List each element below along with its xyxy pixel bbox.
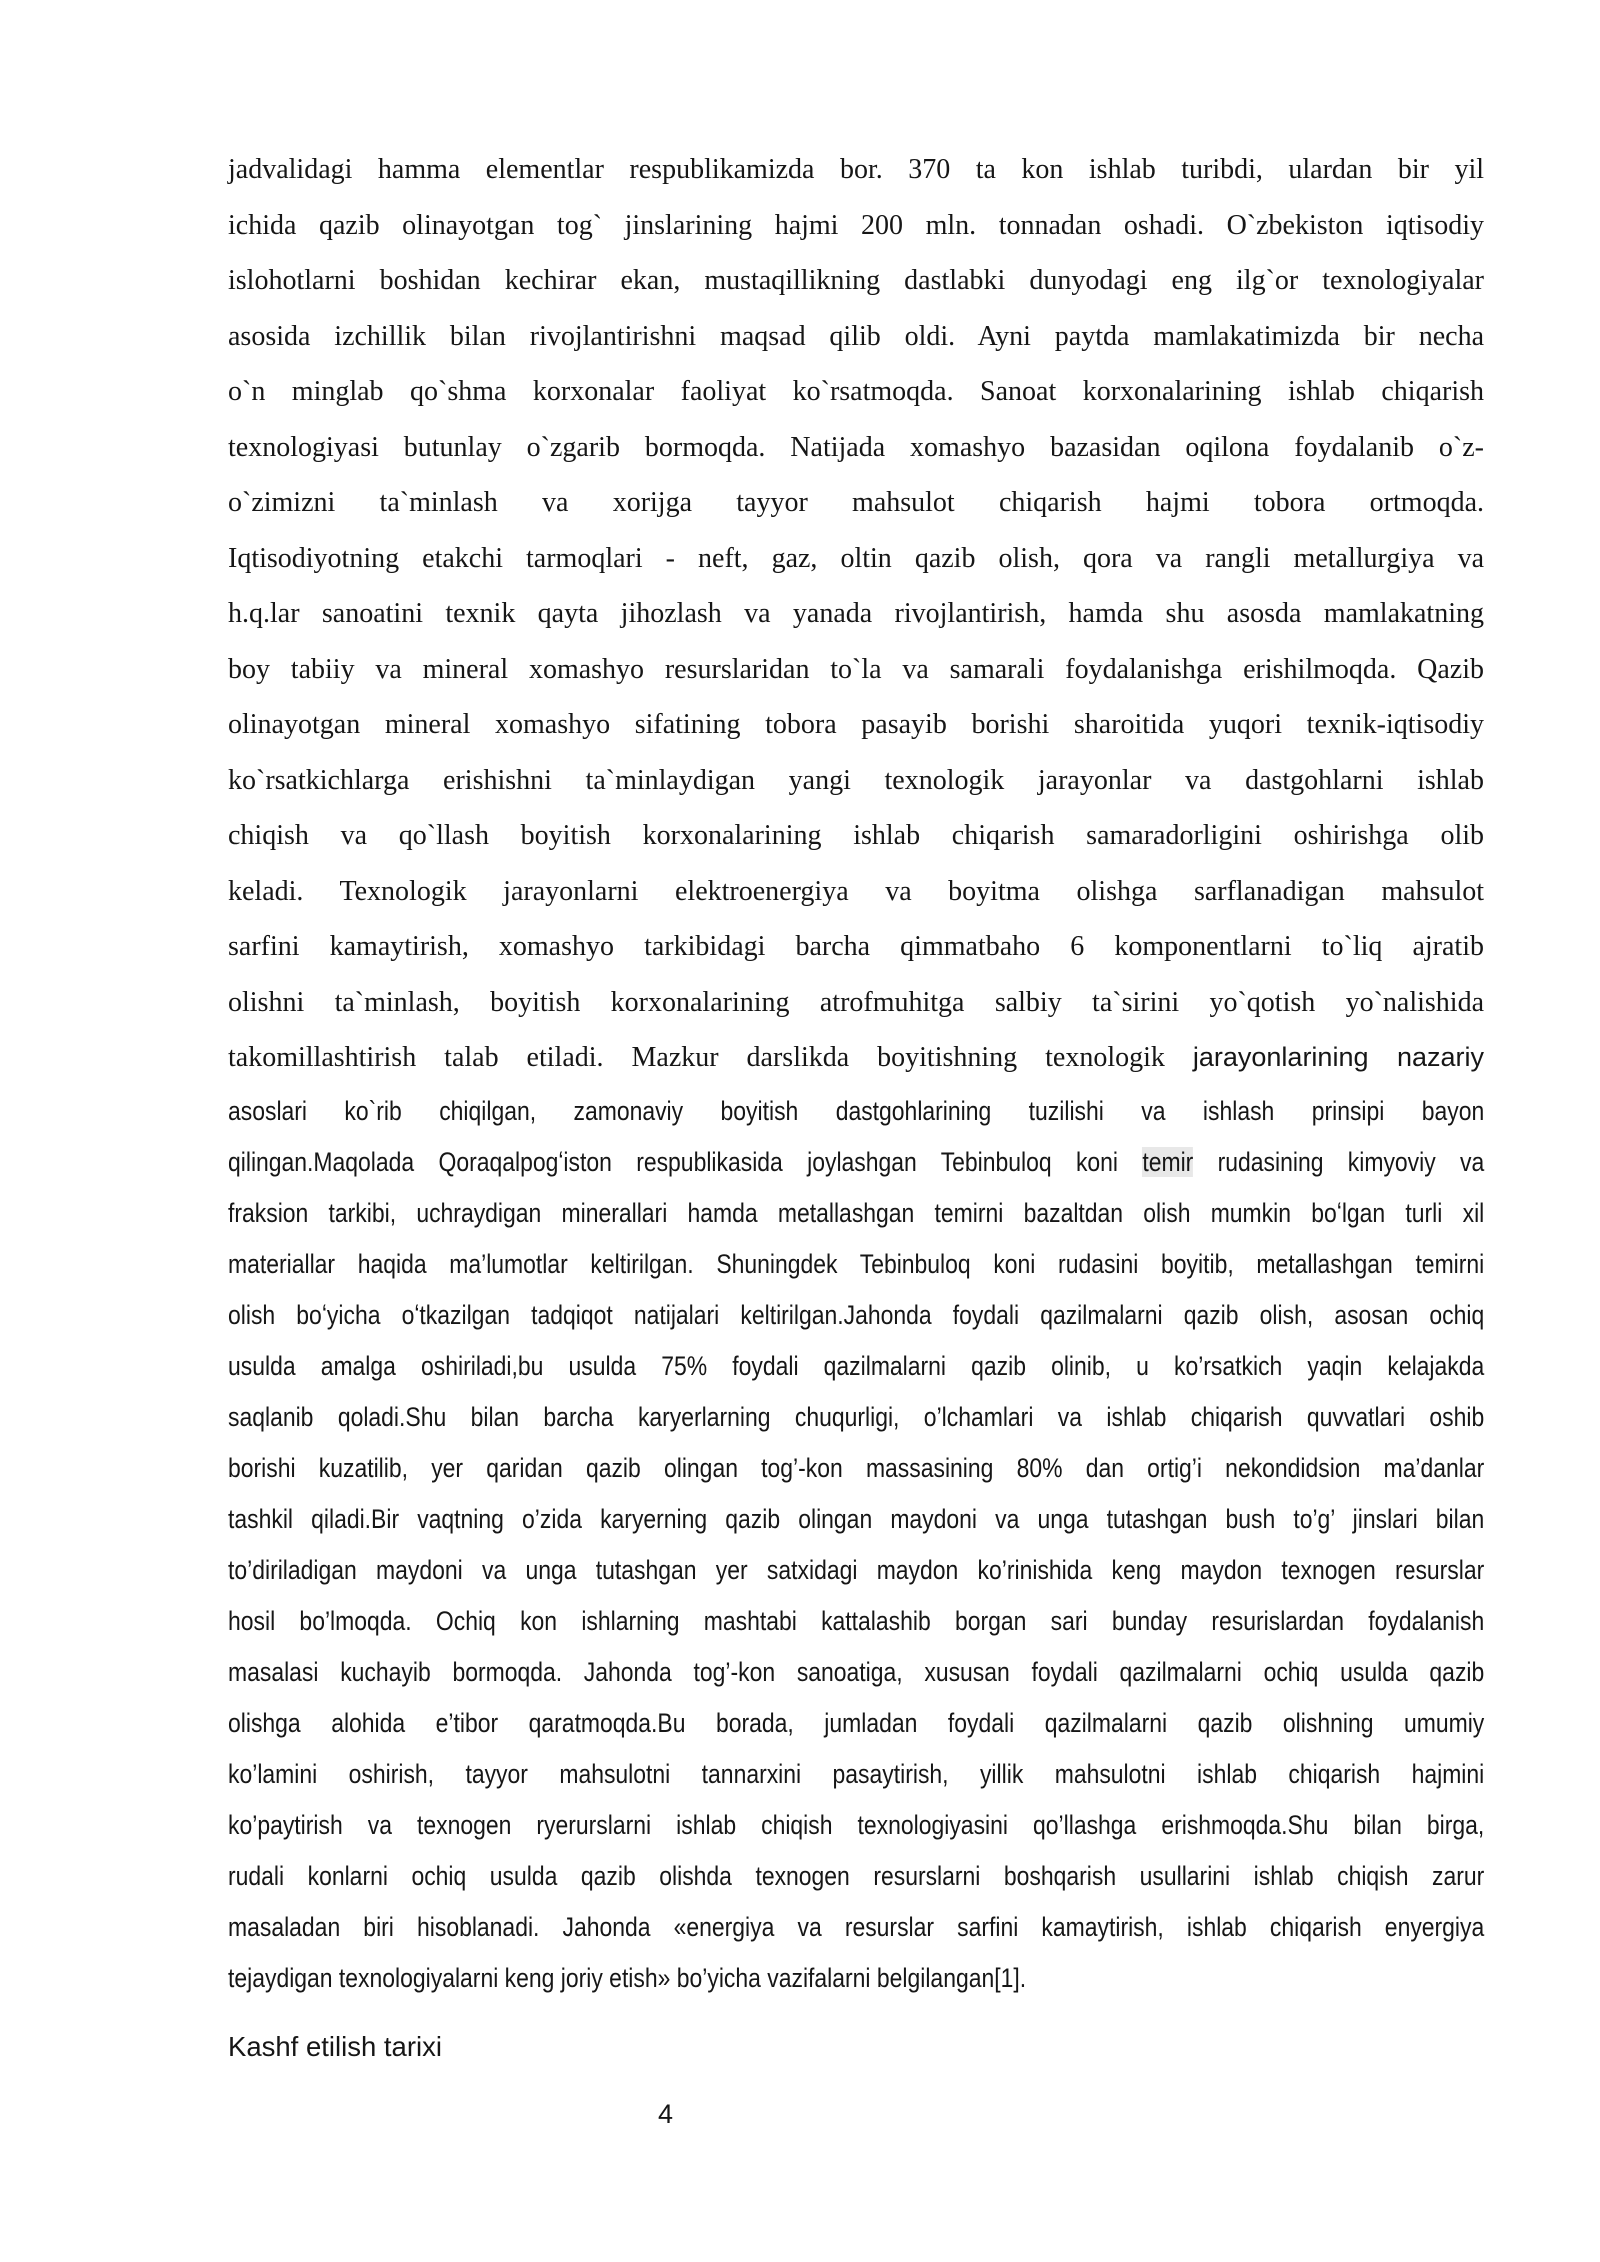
section-heading: Kashf etilish tarixi [228,2030,442,2062]
text-run: ko`rsatkichlarga erishishni ta`minlaydigan yangi texnologik jarayonlar va dastgohlarni ishlab [228,764,1484,796]
text-run: borishi kuzatilib, yer qaridan qazib olingan tog’-kon massasining 80% dan ortig’i nekondidsion ma’danlar [228,1452,1485,1483]
text-line [228,1030,1484,1086]
text-run: materiallar haqida ma’lumotlar keltirilgan. Shuningdek Tebinbuloq koni rudasini boyitib, metallashgan temirni [228,1248,1485,1279]
text-run: hosil bo’lmoqda. Ochiq kon ishlarning mashtabi kattalashib borgan sari bunday resurislardan foydalanish [228,1605,1485,1636]
text-run: Iqtisodiyotning etakchi tarmoqlari - neft, gaz, oltin qazib olish, qora va rangli metallurgiya va [228,542,1484,574]
text-lines [228,142,1484,2004]
text-line [228,198,1484,254]
text-run: boy tabiiy va mineral xomashyo resurslaridan to`la va samarali foydalanishga erishilmoqda. Qazib [228,653,1484,685]
text-run: tashkil qiladi.Bir vaqtning o’zida karyerning qazib olingan maydoni va unga tutashgan bush to’g’ jinslari bilan [228,1503,1485,1534]
text-line [228,808,1484,864]
text-line [228,364,1484,420]
text-line [228,1596,1484,1647]
text-run: o`n minglab qo`shma korxonalar faoliyat ko`rsatmoqda. Sanoat korxonalarining ishlab chiqarish [228,376,1484,407]
text-run: tejaydigan texnologiyalarni keng joriy etish» bo’yicha vazifalarni belgilangan[1]. [228,1962,1027,1993]
text-line [228,1188,1484,1239]
text-line [228,919,1484,975]
text-line [228,1392,1484,1443]
text-line [228,1647,1484,1698]
text-line [228,1494,1484,1545]
text-run: to’diriladigan maydoni va unga tutashgan yer satxidagi maydon ko’rinishida keng maydon texnogen resurslar [228,1554,1485,1585]
text-line [228,253,1484,309]
text-line [228,142,1484,198]
text-line [228,1239,1484,1290]
text-run: olishga alohida e’tibor qaratmoqda.Bu borada, jumladan foydali qazilmalarni qazib olishning umumiy [228,1707,1485,1738]
text-line [228,1443,1484,1494]
text-line [228,475,1484,531]
text-run: keladi. Texnologik jarayonlarni elektroenergiya va boyitma olishga sarflanadigan mahsulot [228,875,1484,907]
text-line [228,531,1484,587]
text-run: jarayonlarining nazariy [1192,1042,1484,1072]
text-line [228,309,1484,365]
text-run: chiqish va qo`llash boyitish korxonalarining ishlab chiqarish samaradorligini oshirishga olib [228,820,1484,851]
text-run: ichida qazib olinayotgan tog` jinslarining hajmi 200 mln. tonnadan oshadi. O`zbekiston iqtisodiy [228,209,1484,241]
text-run: olish boʻyicha oʻtkazilgan tadqiqot natijalari keltirilgan.Jahonda foydali qazilmalarni qazib olish, asosan ochiq [228,1299,1485,1330]
text-line [228,1137,1484,1188]
text-line [228,1800,1484,1851]
text-run: qilingan.Maqolada Qoraqalpogʻiston respublikasida joylashgan Tebinbuloq koni [228,1146,1143,1177]
text-line [228,1290,1484,1341]
text-line [228,1341,1484,1392]
text-run: o`zimizni ta`minlash va xorijga tayyor mahsulot chiqarish hajmi tobora ortmoqda. [228,487,1484,518]
text-run: ko’paytirish va texnogen ryerurslarni ishlab chiqish texnologiyasini qo’llashga erishmoqda.Shu bilan birga, [228,1809,1485,1840]
text-run: takomillashtirish talab etiladi. Mazkur darslikda boyitishning texnologik [228,1042,1193,1073]
text-line [228,420,1484,476]
text-line [228,642,1484,698]
text-run: sarfini kamaytirish, xomashyo tarkibidagi barcha qimmatbaho 6 komponentlarni to`liq ajratib [228,931,1484,962]
text-run: usulda amalga oshiriladi,bu usulda 75% foydali qazilmalarni qazib olinib, u ko’rsatkich yaqin kelajakda [228,1350,1485,1381]
text-line [228,975,1484,1031]
text-line [228,864,1484,920]
text-run: texnologiyasi butunlay o`zgarib bormoqda. Natijada xomashyo bazasidan oqilona foydalanib o`z- [228,431,1484,463]
text-run: ko’lamini oshirish, tayyor mahsulotni tannarxini pasaytirish, yillik mahsulotni ishlab chiqarish hajmini [228,1758,1485,1789]
text-line [228,1902,1484,1953]
text-block [228,142,1484,2064]
text-line [228,1698,1484,1749]
text-run: rudali konlarni ochiq usulda qazib olishda texnogen resurslarni boshqarish usullarini ishlab chiqish zarur [228,1860,1485,1891]
text-run: jadvalidagi hamma elementlar respublikamizda bor. 370 ta kon ishlab turibdi, ulardan bir yil [228,154,1484,185]
text-line [228,697,1484,753]
text-line [228,1545,1484,1596]
text-run: saqlanib qoladi.Shu bilan barcha karyerlarning chuqurligi, o’lchamlari va ishlab chiqarish quvvatlari oshib [228,1401,1485,1432]
text-run: asoslari ko`rib chiqilgan, zamonaviy boyitish dastgohlarining tuzilishi va ishlash prinsipi bayon [228,1095,1485,1126]
text-line [228,586,1484,642]
text-run: h.q.lar sanoatini texnik qayta jihozlash va yanada rivojlantirish, hamda shu asosda mamlakatning [228,598,1484,629]
text-run: islohotlarni boshidan kechirar ekan, mustaqillikning dastlabki dunyodagi eng ilg`or texnologiyalar [228,265,1484,296]
text-line [228,1749,1484,1800]
text-run: masaladan biri hisoblanadi. Jahonda «energiya va resurslar sarfini kamaytirish, ishlab chiqarish enyergiya [228,1911,1485,1942]
text-run: olishni ta`minlash, boyitish korxonalarining atrofmuhitga salbiy ta`sirini yo`qotish yo`nalishida [228,986,1484,1018]
text-run: fraksion tarkibi, uchraydigan minerallari hamda metallashgan temirni bazaltdan olish mumkin boʻlgan turli xil [228,1197,1485,1228]
text-run: masalasi kuchayib bormoqda. Jahonda tog’-kon sanoatiga, xususan foydali qazilmalarni ochiq usulda qazib [228,1656,1485,1687]
text-line [228,1953,1484,2004]
text-run: asosida izchillik bilan rivojlantirishni maqsad qilib oldi. Ayni paytda mamlakatimizda bir necha [228,320,1484,352]
text-run: olinayotgan mineral xomashyo sifatining tobora pasayib borishi sharoitida yuqori texnik-iqtisodiy [228,709,1484,740]
text-run: rudasining kimyoviy va [1193,1146,1485,1177]
highlighted-text: temir [1142,1146,1194,1177]
text-line [228,753,1484,809]
text-line [228,1851,1484,1902]
page-number: 4 [658,2099,674,2129]
text-line [228,1086,1484,1137]
